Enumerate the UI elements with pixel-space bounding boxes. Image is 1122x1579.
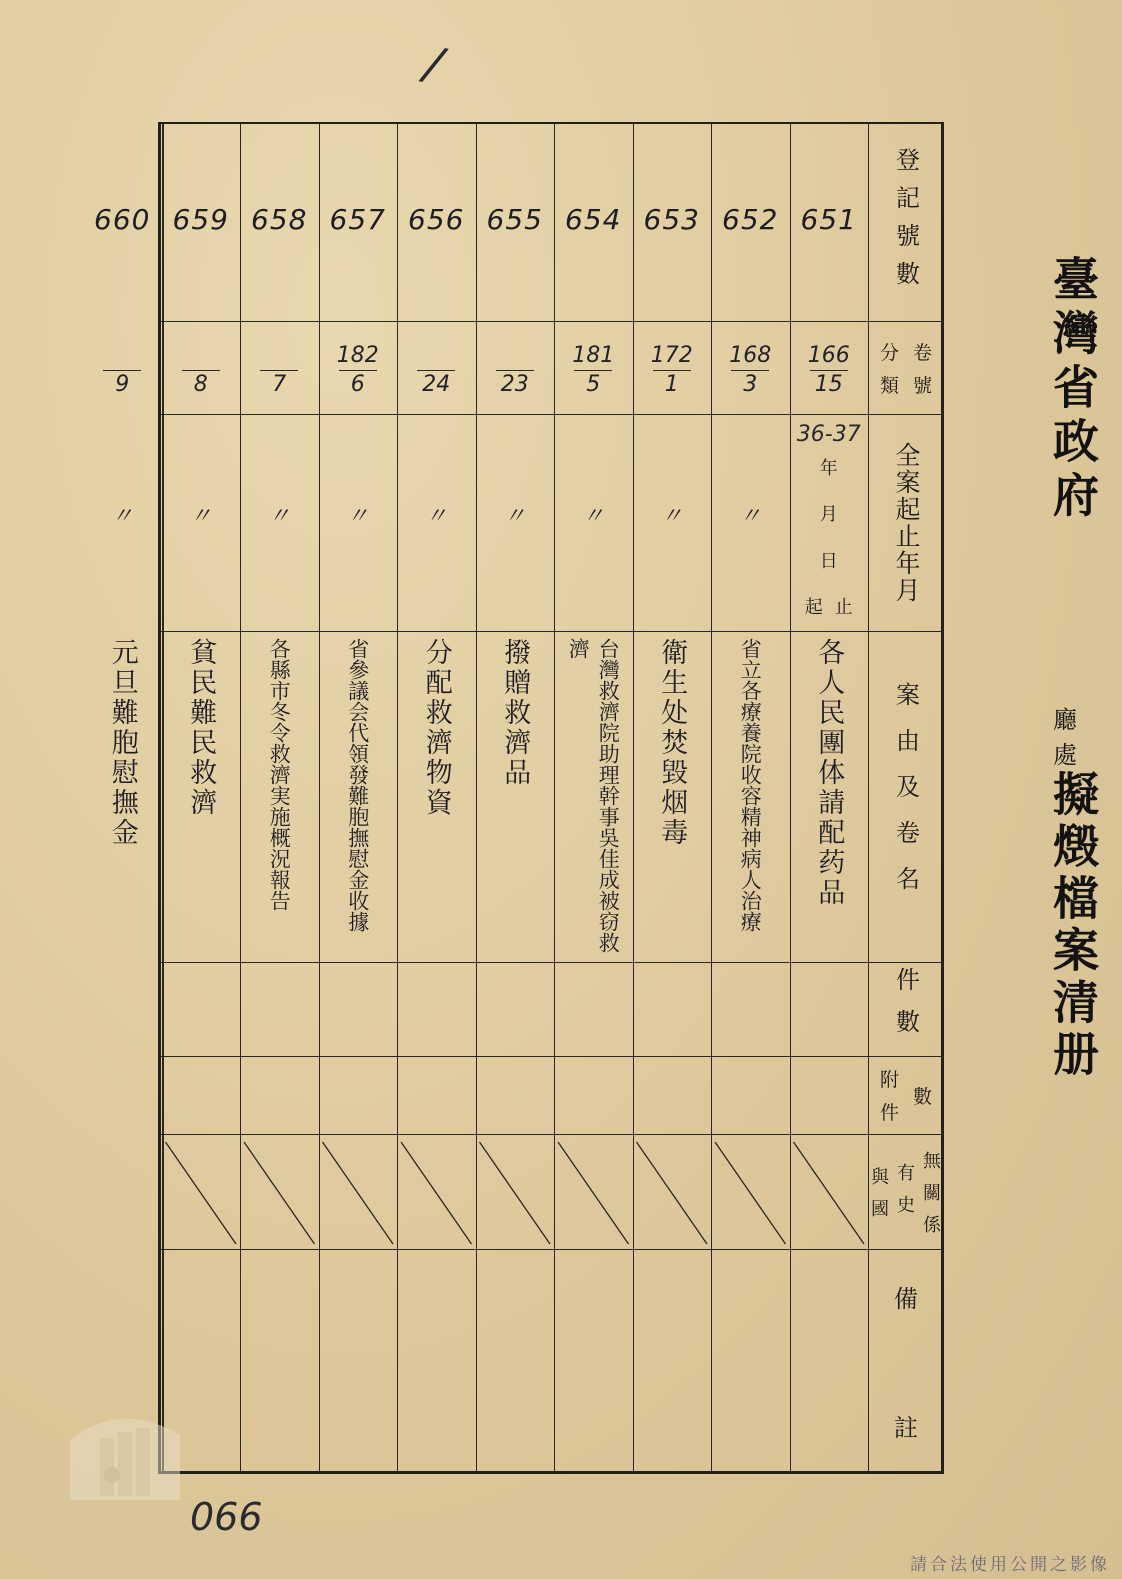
case-subject-cell — [397, 636, 476, 960]
department-marker — [1053, 700, 1077, 770]
volume-category-fraction — [711, 329, 790, 409]
volume-number: 172 — [650, 342, 693, 368]
case-subject: 貧民難民救濟 — [185, 638, 217, 818]
volume-category-fraction — [633, 329, 712, 409]
fraction-bar — [496, 370, 534, 371]
volume-category-fraction — [240, 329, 319, 409]
header-remarks-top: 備 — [894, 1285, 918, 1313]
period-detail-label: 月 — [819, 504, 838, 526]
case-subject: 各縣市冬令救濟実施概況報告 — [267, 638, 292, 911]
registration-number: 658 — [251, 202, 308, 236]
header-remarks-bottom: 註 — [894, 1414, 918, 1442]
archive-watermark: 請合法使用公開之影像 — [910, 1555, 1110, 1575]
fraction-bar — [182, 370, 220, 371]
header-category-bottom: 類 — [879, 374, 899, 397]
period-value: 〃 — [660, 503, 683, 529]
header-attachments — [868, 1056, 944, 1134]
category-number: 6 — [350, 371, 365, 397]
case-subject: 衛生处焚毀烟毒 — [656, 638, 688, 848]
volume-number: 166 — [807, 342, 850, 368]
volume-category-fraction — [319, 329, 398, 409]
case-subject: 省參議会代領發難胞撫慰金收據 — [345, 638, 370, 932]
header-reg-no-label: 登記號數 — [891, 146, 920, 299]
case-subject-cell — [711, 636, 790, 960]
period-value: 〃 — [268, 503, 291, 529]
header-reg-no — [868, 124, 944, 321]
header-relation-7: 史 — [897, 1194, 915, 1216]
fraction-bar — [731, 370, 769, 371]
case-subject: 台灣救濟院助理幹事吳佳成被窃救濟 — [566, 638, 621, 953]
register-form-table — [94, 122, 944, 1474]
case-subject-cell — [554, 636, 633, 960]
header-volume-top: 卷 — [913, 341, 933, 364]
relation-diagonal-mark — [244, 1142, 315, 1244]
registration-number: 651 — [800, 202, 857, 236]
case-subject-cell — [83, 636, 162, 960]
registration-number: 657 — [329, 202, 386, 236]
header-relation-3: 有 — [897, 1162, 915, 1184]
header-category-top: 分 — [879, 341, 899, 364]
registration-number: 660 — [94, 202, 151, 236]
period-value: 36-37 — [796, 421, 861, 447]
fraction-bar — [417, 370, 455, 371]
header-item-count — [868, 962, 944, 1056]
period-value: 〃 — [346, 503, 369, 529]
period-value: 〃 — [425, 503, 448, 529]
volume-category-fraction — [83, 329, 162, 409]
relation-diagonal-mark — [401, 1142, 472, 1244]
registration-number: 654 — [565, 202, 622, 236]
government-title: 臺灣省政府 — [1046, 255, 1100, 525]
page-mark: / — [420, 35, 447, 92]
period-detail-label: 日 — [819, 550, 838, 572]
volume-number: 168 — [729, 342, 772, 368]
category-number: 15 — [814, 371, 843, 397]
header-relation — [868, 1134, 944, 1249]
case-subject-cell — [319, 636, 398, 960]
category-number: 3 — [743, 371, 758, 397]
volume-category-fraction — [397, 329, 476, 409]
case-subject: 各人民團体請配药品 — [813, 638, 845, 908]
header-attach-1: 附 — [879, 1069, 899, 1091]
department-bottom: 處 — [1053, 741, 1077, 769]
register-title: 擬燬檔案清册 — [1046, 770, 1100, 1082]
category-number: 5 — [586, 371, 601, 397]
case-subject-cell — [162, 636, 241, 960]
volume-category-fraction — [162, 329, 241, 409]
registration-number: 655 — [486, 202, 543, 236]
fraction-bar — [339, 370, 377, 371]
header-attach-3: 數 — [913, 1085, 933, 1108]
period-start-label: 起 — [804, 596, 823, 618]
case-subject-cell — [790, 636, 869, 960]
volume-number: 182 — [336, 342, 379, 368]
fraction-bar — [260, 370, 298, 371]
header-relation-4: 係 — [923, 1214, 941, 1236]
category-number: 7 — [272, 371, 287, 397]
period-value: 〃 — [739, 503, 762, 529]
period-detail-label: 年 — [819, 458, 838, 480]
case-subject: 元旦難胞慰撫金 — [106, 638, 138, 848]
header-remarks — [868, 1249, 944, 1473]
registration-number: 659 — [172, 202, 229, 236]
registration-number: 656 — [408, 202, 465, 236]
category-number: 23 — [500, 371, 529, 397]
volume-category-fraction — [790, 329, 869, 409]
relation-diagonal-mark — [166, 1142, 237, 1244]
category-number: 1 — [664, 371, 679, 397]
header-relation-6: 國 — [871, 1198, 889, 1220]
volume-number: 181 — [572, 342, 615, 368]
period-value: 〃 — [189, 503, 212, 529]
header-relation-5: 與 — [871, 1166, 889, 1188]
volume-category-fraction — [476, 329, 555, 409]
period-value: 〃 — [111, 503, 134, 529]
registration-number: 653 — [643, 202, 700, 236]
header-subject-label: 案由及卷名 — [891, 681, 920, 912]
case-subject-cell — [476, 636, 555, 960]
header-volume-bottom: 號 — [913, 374, 933, 397]
period-value: 〃 — [503, 503, 526, 529]
case-subject-cell — [240, 636, 319, 960]
volume-category-fraction — [554, 329, 633, 409]
relation-diagonal-mark — [715, 1142, 786, 1244]
header-subject — [868, 631, 944, 962]
category-number: 24 — [422, 371, 451, 397]
header-item-count-label: 件數 — [891, 967, 920, 1051]
fraction-bar — [574, 370, 612, 371]
page-number: 066 — [190, 1495, 263, 1539]
case-subject: 省立各療養院收容精神病人治療 — [738, 638, 763, 932]
registration-number: 652 — [722, 202, 779, 236]
fraction-bar — [653, 370, 691, 371]
header-volume-category — [868, 321, 944, 414]
fraction-bar — [810, 370, 848, 371]
relation-diagonal-mark — [558, 1142, 629, 1244]
header-attach-2: 件 — [879, 1102, 899, 1124]
archive-logo-icon — [60, 1380, 190, 1510]
period-start-end — [805, 593, 853, 619]
case-subject-cell — [633, 636, 712, 960]
period-value: 〃 — [582, 503, 605, 529]
relation-diagonal-mark — [323, 1142, 394, 1244]
relation-diagonal-mark — [637, 1142, 708, 1244]
header-relation-1: 無 — [923, 1150, 941, 1172]
header-period — [868, 414, 944, 631]
case-subject: 撥贈救濟品 — [499, 638, 531, 788]
category-number: 8 — [193, 371, 208, 397]
category-number: 9 — [115, 371, 130, 397]
relation-diagonal-mark — [794, 1142, 865, 1244]
header-period-label: 全案起止年月 — [892, 441, 921, 604]
header-relation-2: 關 — [923, 1182, 941, 1204]
period-end-label: 止 — [834, 596, 853, 618]
relation-diagonal-mark — [480, 1142, 551, 1244]
period-detail — [790, 444, 869, 629]
department-top: 廳 — [1053, 706, 1077, 734]
case-subject: 分配救濟物資 — [420, 638, 452, 818]
fraction-bar — [103, 370, 141, 371]
